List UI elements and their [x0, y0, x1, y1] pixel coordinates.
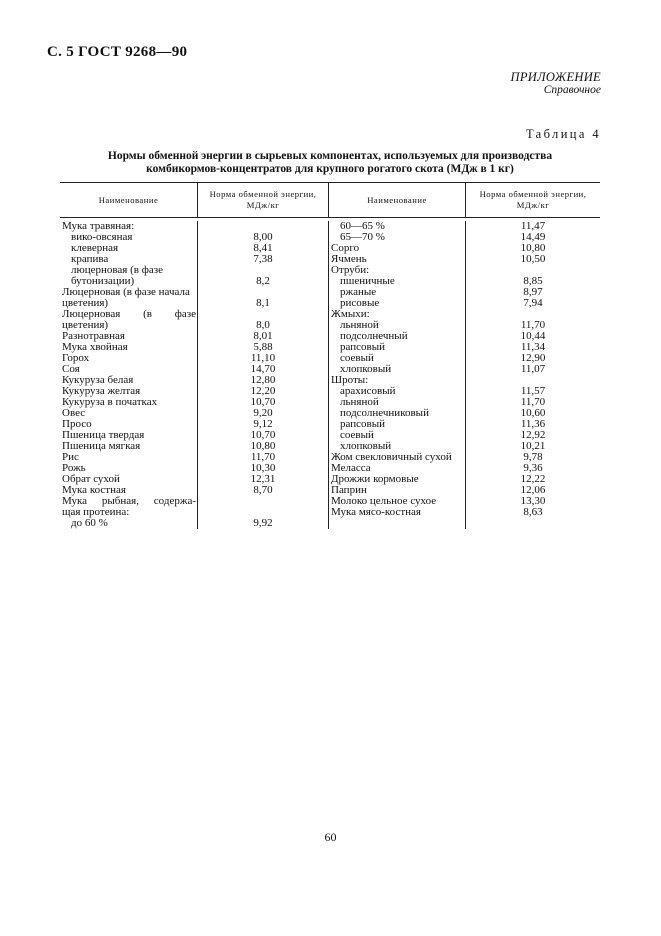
table-row-name: Жмыхи:	[331, 309, 370, 320]
table-row-value: 12,80	[250, 375, 276, 386]
table-row-value: 9,78	[523, 452, 543, 463]
energy-table	[60, 182, 600, 529]
page-number: 60	[324, 830, 337, 844]
table-row-value: 11,36	[520, 419, 546, 430]
table-row-name: Молоко цельное сухое	[331, 496, 437, 507]
header-norm-left	[197, 183, 328, 217]
table-row-name: щая протеина:	[62, 507, 130, 518]
table-row-name: рапсовый	[340, 419, 385, 430]
table-row-name: Меласса	[331, 463, 371, 474]
table-row-value: 14,70	[250, 364, 276, 375]
table-row-value	[466, 309, 600, 320]
table-row-value: 11,70	[520, 320, 546, 331]
table-row-name: люцерновая (в фазе	[71, 265, 163, 276]
table-row-value	[198, 265, 328, 276]
header-norm-right-line2: МДж/кг	[516, 200, 550, 210]
right-names-column	[328, 221, 465, 529]
table-row-name: льняной	[340, 320, 379, 331]
table-row-value: 8,1	[256, 298, 270, 309]
appendix-label	[511, 71, 601, 97]
table-row-value: 12,20	[250, 386, 276, 397]
table-row-name: вико-овсяная	[71, 232, 133, 243]
right-values-column	[465, 221, 600, 529]
header-norm-left-line2: МДж/кг	[246, 200, 280, 210]
table-row-value: 5,88	[253, 342, 273, 353]
header-name-right-text: Наименование	[367, 194, 427, 205]
table-row-name: Рис	[62, 452, 79, 463]
table-row-name: Отруби:	[331, 265, 370, 276]
table-row-value: 9,20	[253, 408, 273, 419]
table-row-value: 10,80	[250, 441, 276, 452]
header-name-left-text: Наименование	[98, 194, 159, 205]
table-row-value: 11,34	[520, 342, 546, 353]
table-row-value	[198, 309, 328, 320]
table-row-name: рисовые	[340, 298, 380, 309]
table-row-name: арахисовый	[340, 386, 396, 397]
appendix-title: ПРИЛОЖЕНИЕ	[510, 70, 601, 84]
table-row-value: 8,01	[253, 331, 273, 342]
table-row-name: цветения)	[62, 320, 109, 331]
table-row-name: Ячмень	[331, 254, 367, 265]
table-row-value: 11,47	[520, 221, 546, 232]
table-row-value: 11,57	[520, 386, 546, 397]
table-row-name: Кукуруза желтая	[62, 386, 141, 397]
table-row-value: 8,85	[523, 276, 543, 287]
table-row-value: 9,92	[253, 518, 273, 529]
table-row-name: хлопковый	[340, 364, 392, 375]
table-row-name: Соя	[62, 364, 80, 375]
header-norm-left-line1: Норма обменной энергии,	[209, 189, 317, 199]
table-row-value	[198, 221, 328, 232]
table-row-value: 12,31	[250, 474, 276, 485]
table-row-value: 8,00	[253, 232, 273, 243]
table-row-name: подсолнечниковый	[340, 408, 429, 419]
table-row-value: 10,70	[250, 397, 276, 408]
table-row-name: Сорго	[331, 243, 360, 254]
table-row-value	[466, 518, 600, 529]
table-row-value: 10,60	[520, 408, 546, 419]
table-row-name: подсолнечный	[340, 331, 408, 342]
header-name-left	[60, 183, 197, 217]
table-row-value: 10,80	[520, 243, 546, 254]
table-row-name: рапсовый	[340, 342, 385, 353]
table-row-value: 8,41	[253, 243, 273, 254]
table-row-value: 10,44	[520, 331, 546, 342]
table-row-name: Разнотравная	[62, 331, 125, 342]
table-row-name: 65—70 %	[340, 232, 385, 243]
table-row-value: 14,49	[520, 232, 546, 243]
table-row-value: 8,97	[523, 287, 543, 298]
table-row-name: Мука костная	[62, 485, 126, 496]
table-row-value: 11,10	[250, 353, 276, 364]
header-norm-left-text	[210, 189, 317, 211]
page-header: С. 5 ГОСТ 9268—90	[47, 44, 188, 60]
header-norm-right-line1: Норма обменной энергии,	[479, 189, 587, 199]
table-header	[60, 182, 600, 218]
table-row-name: Овес	[62, 408, 86, 419]
table-row-name: Люцерновая (в фазе	[62, 309, 196, 320]
table-row-name: Мука рыбная, содержа-	[62, 496, 196, 507]
table-row-value	[198, 507, 328, 518]
table-row-value	[466, 265, 600, 276]
appendix-subtitle: Справочное	[543, 84, 601, 96]
table-row-name: пшеничные	[340, 276, 395, 287]
table-row-name: Горох	[62, 353, 90, 364]
table-row-value: 8,2	[256, 276, 270, 287]
table-row-value: 11,07	[520, 364, 546, 375]
table-row-value: 11,70	[520, 397, 546, 408]
table-row-name: льняной	[340, 397, 379, 408]
header-norm-right-text	[480, 189, 587, 211]
table-body	[60, 218, 600, 529]
left-values-column	[197, 221, 328, 529]
table-row-name: Мука хвойная	[62, 342, 128, 353]
table-row-name: Мука травяная:	[62, 221, 135, 232]
table-caption-line-1: Нормы обменной энергии в сырьевых компонентах, используемых для производства	[107, 150, 553, 162]
table-row-value: 11,70	[250, 452, 276, 463]
table-row-name: клеверная	[71, 243, 119, 254]
table-caption-line-2: комбикормов-концентратов для крупного рогатого скота (МДж в 1 кг)	[146, 163, 514, 175]
left-names-column	[60, 221, 197, 529]
table-row-value	[466, 375, 600, 386]
table-row-name: Люцерновая (в фазе начала	[62, 287, 190, 298]
table-row-value: 12,06	[520, 485, 546, 496]
table-number: Таблица 4	[525, 127, 601, 141]
table-row-name: ржаные	[340, 287, 377, 298]
table-row-name: Обрат сухой	[62, 474, 120, 485]
table-row-name: Кукуруза в початках	[62, 397, 158, 408]
table-row-value: 12,92	[520, 430, 546, 441]
table-row-value: 9,36	[523, 463, 543, 474]
table-row-name: Пшеница твердая	[62, 430, 145, 441]
table-row-name: соевый	[340, 430, 374, 441]
table-row-name: Дрожжи кормовые	[331, 474, 419, 485]
table-row-value: 12,90	[520, 353, 546, 364]
table-row-value: 7,94	[523, 298, 543, 309]
header-norm-right	[465, 183, 600, 217]
table-row-value: 8,70	[253, 485, 273, 496]
table-row-name: Жом свекловичный сухой	[331, 452, 452, 463]
table-row-name: Пшеница мягкая	[62, 441, 141, 452]
table-row-name: крапива	[71, 254, 109, 265]
table-row-value: 8,0	[256, 320, 270, 331]
table-row-name: Шроты:	[331, 375, 369, 386]
table-row-value	[198, 496, 328, 507]
table-row-name: соевый	[340, 353, 374, 364]
table-row-name: Рожь	[62, 463, 86, 474]
table-row-value: 9,12	[253, 419, 273, 430]
table-row-name: до 60 %	[71, 518, 108, 529]
table-row-name: 60—65 %	[340, 221, 385, 232]
table-row-name: Кукуруза белая	[62, 375, 134, 386]
table-row-value: 10,50	[520, 254, 546, 265]
table-row-name: Паприн	[331, 485, 367, 496]
table-row-name	[329, 518, 465, 529]
table-row-value: 10,21	[520, 441, 546, 452]
table-row-value: 13,30	[520, 496, 546, 507]
table-row-name: бутонизации)	[71, 276, 135, 287]
table-row-name: цветения)	[62, 298, 109, 309]
table-row-name: Просо	[62, 419, 92, 430]
table-row-value: 10,30	[250, 463, 276, 474]
table-row-value: 8,63	[523, 507, 543, 518]
table-row-name: Мука мясо-костная	[331, 507, 421, 518]
table-row-value: 12,22	[520, 474, 546, 485]
table-row-value: 7,38	[253, 254, 273, 265]
header-name-right	[328, 183, 465, 217]
table-row-value: 10,70	[250, 430, 276, 441]
table-row-value	[198, 287, 328, 298]
table-caption	[60, 150, 600, 176]
table-row-name: хлопковый	[340, 441, 392, 452]
